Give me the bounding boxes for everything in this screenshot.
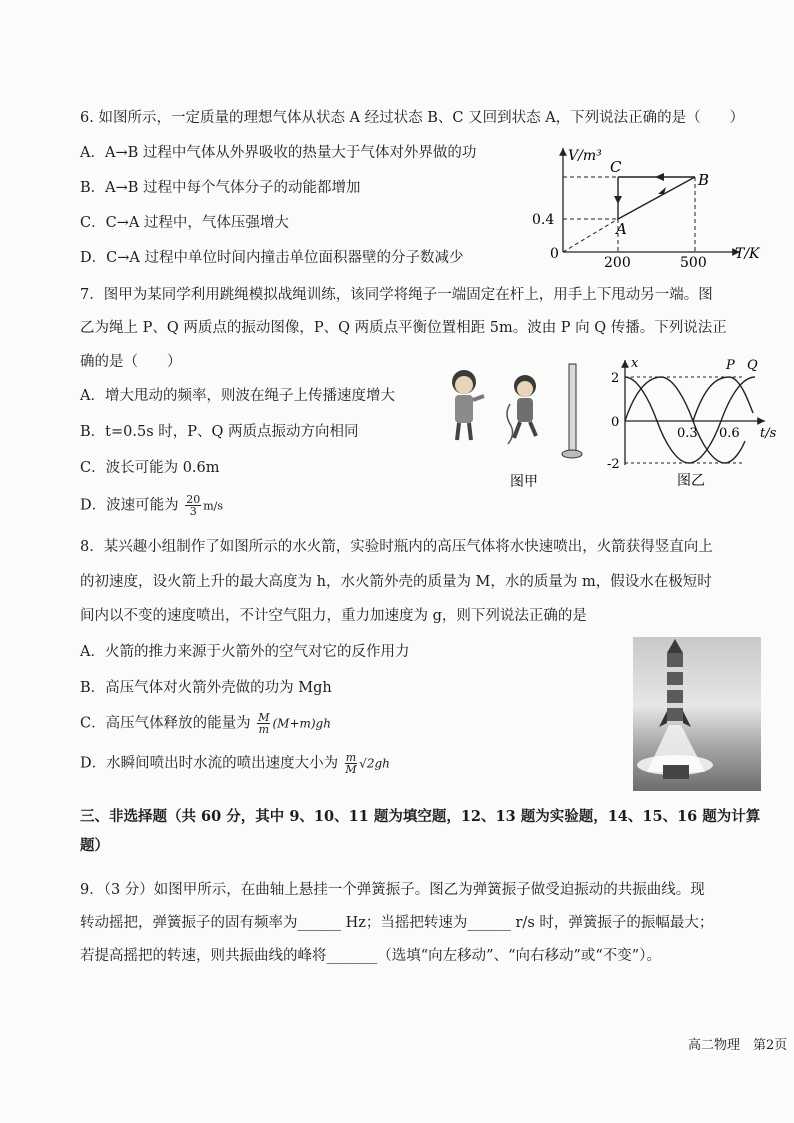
- q6-vt-graph: [530, 140, 770, 270]
- tick-0: 0: [611, 415, 620, 430]
- q8-option-d-tail: √2gh: [359, 756, 390, 771]
- person1-body: [455, 395, 473, 423]
- pole: [569, 364, 576, 452]
- rocket-illustration: [633, 637, 761, 791]
- graph-t-label: t/s: [760, 426, 777, 441]
- graph-x-label: x: [631, 356, 639, 371]
- arrow-b-c: [655, 173, 664, 181]
- q7-option-d-fraction: [185, 494, 201, 517]
- water-rocket-photo: [633, 637, 761, 791]
- q8-option-c: [80, 712, 331, 735]
- q9-line-2: 转动摇把，弹簧振子的固有频率为______ Hz；当摇把转速为______ r/s 时，弹簧振子的振幅最大；: [80, 915, 714, 931]
- tick-500: 500: [680, 255, 707, 271]
- curve-p: [625, 377, 745, 463]
- q7-d-denominator: 3: [189, 505, 197, 518]
- q7-stem-3: 确的是（ ）: [80, 354, 182, 370]
- q8-option-d-fraction: [345, 752, 357, 775]
- q8-option-c-text: C．高压气体释放的能量为: [80, 715, 251, 732]
- q8-d-denominator: M: [345, 763, 357, 776]
- q8-option-d: [80, 752, 390, 775]
- section3-heading-2: 题）: [80, 837, 109, 854]
- q8-option-d-text: D．水瞬间喷出时水流的喷出速度大小为: [80, 755, 339, 772]
- q9-line-3: 若提高摇把的转速，则共振曲线的峰将_______（选填“向左移动”、“向右移动”或“不变”）。: [80, 948, 661, 964]
- label-q: Q: [747, 358, 758, 373]
- tick-200: 200: [604, 255, 631, 271]
- q7-option-d: [80, 494, 223, 517]
- label-p: P: [726, 358, 735, 373]
- launch-base: [663, 765, 689, 779]
- q7-option-b: B．t=0.5s 时，P、Q 两质点振动方向相同: [80, 424, 359, 440]
- tick-2: 2: [611, 371, 620, 386]
- page-footer: 高二物理 第2页: [688, 1038, 788, 1053]
- q8-stem-1: 8．某兴趣小组制作了如图所示的水火箭，实验时瓶内的高压气体将水快速喷出，火箭获得竖直向上: [80, 539, 713, 555]
- tick-06: 0.6: [719, 426, 740, 441]
- rocket-nose: [667, 639, 683, 653]
- label-b: B: [698, 171, 710, 189]
- label-a: A: [616, 220, 627, 238]
- q6-option-b: B．A→B 过程中每个气体分子的动能都增加: [80, 180, 361, 196]
- tick-04: 0.4: [532, 212, 555, 228]
- t-axis-label: T/K: [735, 246, 760, 262]
- q6-option-d: D．C→A 过程中单位时间内撞击单位面积器壁的分子数减少: [80, 250, 464, 266]
- q8-c-denominator: m: [258, 723, 270, 736]
- q7-vibration-graph: [605, 355, 780, 490]
- rope: [507, 404, 513, 444]
- person2-body: [517, 398, 533, 422]
- curve-q: [625, 377, 755, 463]
- q6-option-c: C．C→A 过程中，气体压强增大: [80, 215, 289, 231]
- q6-stem: 6. 如图所示，一定质量的理想气体从状态 A 经过状态 B、C 又回到状态 A，下列说法正确的是（ ）: [80, 110, 745, 126]
- tick-03: 0.3: [677, 426, 698, 441]
- arrow-c-a: [614, 196, 622, 204]
- fig-yi-caption: 图乙: [677, 473, 705, 489]
- q7-option-d-text: D．波速可能为: [80, 497, 179, 514]
- q8-d-numerator: m: [345, 751, 357, 764]
- q8-c-numerator: M: [258, 711, 270, 724]
- q7-figure-jia: [440, 360, 590, 490]
- q8-option-c-tail: (M+m)gh: [272, 716, 331, 731]
- q7-option-a: A．增大甩动的频率，则波在绳子上传播速度增大: [80, 388, 395, 404]
- q6-option-a: A．A→B 过程中气体从外界吸收的热量大于气体对外界做的功: [80, 145, 477, 161]
- q8-option-c-fraction: [257, 712, 270, 735]
- q7-option-d-unit: m/s: [203, 499, 224, 513]
- q8-stem-2: 的初速度，设火箭上升的最大高度为 h，水火箭外壳的质量为 M，水的质量为 m，假设水在极短时: [80, 574, 712, 590]
- label-c: C: [610, 158, 622, 176]
- q8-option-a: A．火箭的推力来源于火箭外的空气对它的反作用力: [80, 644, 410, 660]
- origin-label: 0: [550, 246, 559, 262]
- q9-line-1: 9．（3 分）如图甲所示，在曲轴上悬挂一个弹簧振子。图乙为弹簧振子做受迫振动的共振曲线。现: [80, 882, 705, 898]
- q7-stem-2: 乙为绳上 P、Q 两质点的振动图像，P、Q 两质点平衡位置相距 5m。波由 P 向 Q 传播。下列说法正: [80, 320, 727, 336]
- q7-d-numerator: 20: [186, 493, 201, 506]
- fig-jia-caption: 图甲: [510, 474, 538, 490]
- section3-heading-1: 三、非选择题（共 60 分，其中 9、10、11 题为填空题，12、13 题为实验题，14、15、16 题为计算: [80, 808, 761, 825]
- tick-minus2: -2: [607, 457, 620, 472]
- segment-a-b: [618, 177, 695, 219]
- q7-option-c: C．波长可能为 0.6m: [80, 460, 220, 476]
- dash-origin-a: [563, 219, 618, 252]
- q8-stem-3: 间内以不变的速度喷出，不计空气阻力，重力加速度为 g，则下列说法正确的是: [80, 608, 587, 624]
- q7-stem-1: 7．图甲为某同学利用跳绳模拟战绳训练，该同学将绳子一端固定在杆上，用手上下甩动另一端。图: [80, 287, 713, 303]
- q8-option-b: B．高压气体对火箭外壳做的功为 Mgh: [80, 680, 332, 696]
- pole-base: [562, 450, 582, 458]
- v-axis-label: V/m³: [568, 148, 602, 164]
